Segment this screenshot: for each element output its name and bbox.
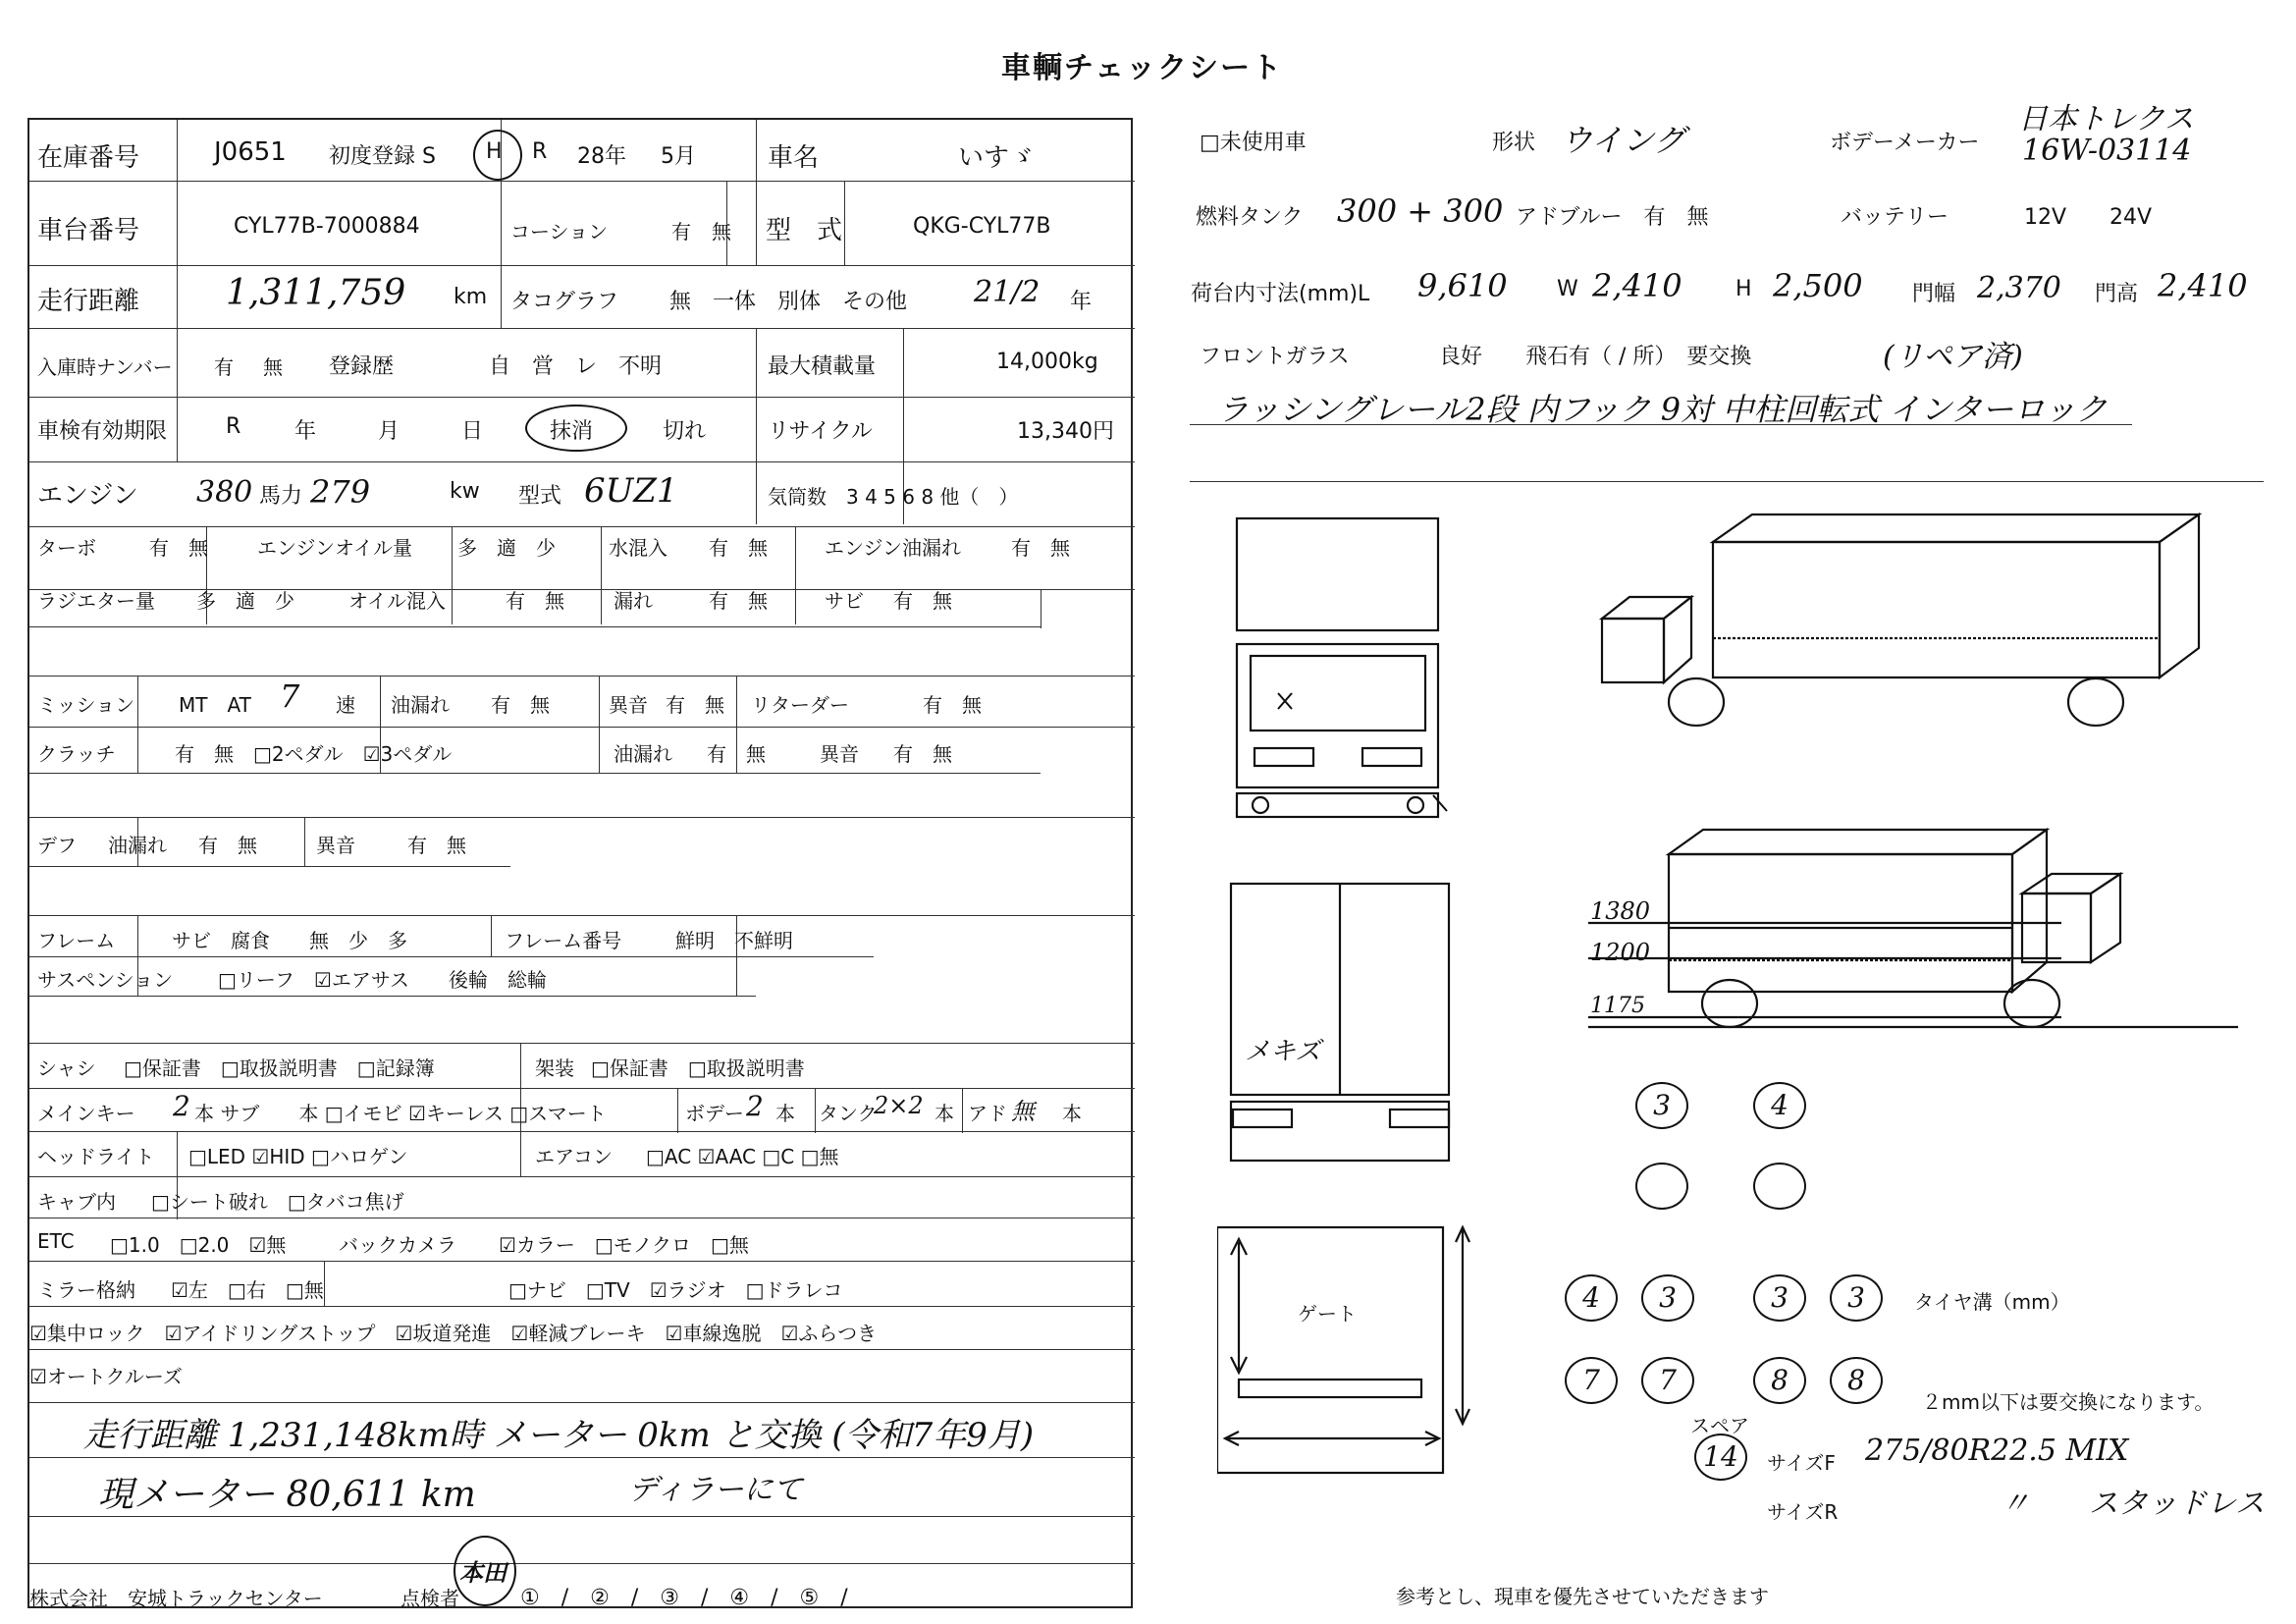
model-value: QKG-CYL77B — [913, 214, 1051, 239]
headlight-options: □LED ☑HID □ハロゲン — [188, 1145, 408, 1168]
nav-options: □ナビ □TV ☑ラジオ □ドラレコ — [508, 1278, 843, 1302]
label-main-key: メインキー — [37, 1102, 135, 1125]
suspension-options: □リーフ ☑エアサス 後輪 総輪 — [218, 968, 548, 992]
ad-key-hw: 無 — [1011, 1098, 1035, 1125]
label-spare: スペア — [1690, 1414, 1749, 1437]
label-recycle: リサイクル — [768, 419, 873, 444]
recycle-value: 13,340円 — [1017, 419, 1114, 444]
label-cab: キャブ内 — [37, 1190, 116, 1214]
shape-value: ウイング — [1561, 122, 1685, 159]
front-glass-options: 良好 飛石有（ / 所） 要交換 — [1439, 345, 1752, 369]
spare-tire-depth: 14 — [1694, 1434, 1747, 1481]
section-divider — [1190, 481, 2264, 482]
inspection-form — [27, 118, 1133, 1608]
label-mission-noise: 異音 — [609, 693, 648, 717]
diagram-note-scratch: メキズ — [1245, 1037, 1321, 1066]
horsepower-value: 380 — [196, 475, 253, 510]
reg-year: 28年 — [577, 144, 626, 169]
label-cargo-width: W — [1557, 277, 1578, 301]
mission-noise-options: 有 無 — [666, 693, 724, 717]
label-engine-type: 型式 — [518, 484, 562, 509]
rust-options: 有 無 — [893, 589, 952, 613]
caution-no: 無 — [712, 220, 731, 244]
inspection-marks: ① / ② / ③ / ④ / ⑤ / — [520, 1586, 848, 1610]
tire-circle-empty — [1753, 1163, 1806, 1210]
plate-yes: 有 — [214, 355, 234, 379]
label-size-rear: サイズR — [1767, 1500, 1839, 1524]
company-name: 株式会社 安城トラックセンター — [29, 1587, 323, 1610]
note-line-1: 走行距離 1,231,148km時 メーター 0km と交換 (令和7年9月) — [83, 1416, 1035, 1455]
caution-yes: 有 — [671, 220, 691, 244]
tank-key-unit: 本 — [934, 1102, 954, 1125]
label-reg-history: 登録歴 — [329, 354, 395, 379]
label-clutch-noise: 異音 — [820, 742, 859, 766]
cargo-length: 9,610 — [1417, 267, 1508, 304]
mission-speed-hw: 7 — [280, 677, 300, 715]
safety-options: ☑集中ロック ☑アイドリングストップ ☑坂道発進 ☑軽減ブレーキ ☑車線逸脱 ☑ふらつき — [29, 1322, 878, 1345]
clutch-noise-options: 有 無 — [893, 742, 952, 766]
etc-options: □1.0 □2.0 ☑無 — [110, 1233, 287, 1257]
fuel-tank-value: 300 + 300 — [1337, 192, 1504, 230]
label-back-camera: バックカメラ — [339, 1233, 456, 1257]
mission-leak-options: 有 無 — [491, 693, 550, 717]
reg-month: 5月 — [661, 144, 696, 169]
measure-1380: 1380 — [1590, 897, 1651, 925]
turbo-options: 有 無 — [149, 536, 208, 560]
tire-depth: 7 — [1565, 1357, 1618, 1404]
expiry-day: 日 — [461, 419, 484, 444]
mileage-unit: km — [454, 285, 488, 309]
label-car-name: 車名 — [768, 143, 820, 173]
body-docs-options: □保証書 □取扱説明書 — [591, 1056, 805, 1080]
cargo-height: 2,500 — [1773, 267, 1863, 304]
label-radiator: ラジエター量 — [37, 589, 155, 613]
label-diff-leak: 油漏れ — [108, 834, 167, 857]
cylinder-options: 気筒数 3 4 5 6 8 他（ ） — [768, 485, 1019, 509]
cargo-width: 2,410 — [1592, 267, 1682, 304]
label-engine: エンジン — [37, 481, 138, 511]
front-glass-note: (リペア済) — [1883, 340, 2023, 374]
tire-depth: 4 — [1565, 1274, 1618, 1322]
label-oil-mix: オイル混入 — [348, 589, 446, 613]
tire-depth: 7 — [1641, 1357, 1694, 1404]
body-maker-serial: 16W-03114 — [2022, 134, 2192, 168]
expiry-r: R — [226, 414, 241, 439]
tire-depth: 3 — [1830, 1274, 1883, 1322]
cab-options: □シート破れ □タバコ焦げ — [151, 1190, 404, 1214]
label-tank-key: タンク — [819, 1102, 878, 1125]
tachograph-year-unit: 年 — [1070, 290, 1093, 314]
sheet-title: 車輌チェックシート — [1001, 51, 1284, 85]
unused-vehicle-check: □未使用車 — [1200, 131, 1307, 155]
reg-history-options: 自 営 レ 不明 — [489, 354, 663, 379]
label-tire-groove: タイヤ溝（mm） — [1914, 1290, 2070, 1314]
clutch-options: 有 無 □2ペダル ☑3ペダル — [175, 742, 453, 766]
body-key-hw: 2 — [746, 1090, 764, 1122]
label-rust: サビ — [825, 589, 864, 613]
stock-no-value: J0651 — [214, 137, 287, 167]
label-frame: フレーム — [37, 929, 116, 952]
label-body-docs: 架装 — [535, 1056, 574, 1080]
radiator-options: 多 適 少 — [196, 589, 294, 613]
label-frame-no: フレーム番号 — [505, 929, 622, 952]
battery-options: 12V 24V — [2024, 205, 2153, 230]
plate-no: 無 — [263, 355, 283, 379]
tire-depth: 8 — [1753, 1357, 1806, 1404]
label-turbo: ターボ — [37, 536, 96, 560]
label-body-key: ボデー — [685, 1102, 744, 1125]
reg-h: H — [486, 139, 503, 164]
label-max-load: 最大積載量 — [768, 354, 877, 379]
mission-speed-unit: 速 — [336, 693, 355, 717]
note-line-2: 現メーター 80,611 km — [98, 1475, 476, 1515]
label-battery: バッテリー — [1841, 205, 1949, 230]
reg-r: R — [532, 139, 548, 164]
note-line-3: ディラーにて — [628, 1473, 803, 1507]
main-key-options: 本 サブ 本 □イモビ ☑キーレス □スマート — [194, 1102, 607, 1125]
label-etc: ETC — [37, 1229, 75, 1253]
label-gate-width: 門幅 — [1912, 282, 1956, 306]
body-maker-value: 日本トレクス — [2018, 102, 2195, 136]
label-water-mix: 水混入 — [609, 536, 667, 560]
tire-depth: 3 — [1753, 1274, 1806, 1322]
back-camera-options: ☑カラー □モノクロ □無 — [499, 1233, 749, 1257]
oil-level-options: 多 適 少 — [457, 536, 556, 560]
measure-1175: 1175 — [1590, 994, 1645, 1018]
label-mileage: 走行距離 — [37, 287, 140, 316]
label-chassis-docs: シャシ — [37, 1056, 96, 1080]
oil-mix-options: 有 無 — [506, 589, 564, 613]
label-gate-height: 門高 — [2095, 282, 2139, 306]
tank-key-hw: 2×2 — [874, 1092, 924, 1119]
label-headlight: ヘッドライト — [37, 1145, 155, 1168]
tire-circle-empty — [1635, 1163, 1688, 1210]
footer-note: 参考とし、現車を優先させていただきます — [1396, 1585, 1769, 1608]
adblue-options: アドブルー 有 無 — [1516, 205, 1709, 230]
kw-value: 279 — [310, 473, 371, 511]
expiry-year: 年 — [294, 419, 317, 444]
label-engine-leak: エンジン油漏れ — [825, 536, 961, 560]
label-size-front: サイズF — [1767, 1451, 1836, 1475]
measure-1200: 1200 — [1590, 939, 1651, 966]
label-retarder: リターダー — [751, 693, 849, 717]
label-mission: ミッション — [37, 693, 135, 717]
tire-depth-front-left: 3 — [1635, 1082, 1688, 1129]
chassis-docs-options: □保証書 □取扱説明書 □記録簿 — [124, 1056, 435, 1080]
label-inspector: 点検者 — [400, 1587, 459, 1610]
label-leak: 漏れ — [614, 589, 653, 613]
diff-leak-options: 有 無 — [198, 834, 257, 857]
main-key-hw: 2 — [173, 1090, 190, 1122]
ad-key-unit: 本 — [1062, 1102, 1082, 1125]
truck-diagrams — [1217, 501, 2238, 1483]
label-clutch-leak: 油漏れ — [614, 742, 672, 766]
expiry-erased: 抹消 — [550, 419, 594, 444]
body-key-unit: 本 — [775, 1102, 795, 1125]
label-tachograph: タコグラフ — [510, 290, 619, 314]
car-name-value: いすゞ — [958, 143, 1036, 173]
label-cargo-height: H — [1735, 277, 1752, 301]
mileage-value: 1,311,759 — [226, 273, 406, 313]
engine-leak-options: 有 無 — [1011, 536, 1070, 560]
clutch-leak-options: 有 無 — [707, 742, 766, 766]
label-ad-key: アド — [968, 1102, 1007, 1125]
label-mirror: ミラー格納 — [37, 1278, 135, 1302]
leak-options: 有 無 — [709, 589, 768, 613]
horsepower-unit: 馬力 — [259, 484, 303, 509]
tire-depth: 3 — [1641, 1274, 1694, 1322]
tire-depth: 8 — [1830, 1357, 1883, 1404]
label-fuel-tank: 燃料タンク — [1196, 205, 1304, 230]
max-load-value: 14,000kg — [996, 350, 1098, 374]
label-suspension: サスペンション — [37, 968, 174, 992]
label-clutch: クラッチ — [37, 742, 116, 766]
label-front-glass: フロントガラス — [1200, 345, 1350, 369]
tachograph-options: 無 一体 別体 その他 — [669, 290, 908, 314]
label-oil-level: エンジンオイル量 — [257, 536, 412, 560]
label-shape: 形状 — [1492, 131, 1536, 155]
label-aircon: エアコン — [535, 1145, 613, 1168]
size-rear-value: 〃 スタッドレス — [2001, 1487, 2266, 1521]
size-front-value: 275/80R22.5 MIX — [1865, 1434, 2129, 1468]
gate-width: 2,370 — [1977, 271, 2061, 305]
mission-type-options: MT AT — [179, 693, 251, 717]
cruise-option: ☑オートクルーズ — [29, 1365, 183, 1388]
kw-unit: kw — [450, 479, 480, 504]
label-diff: デフ — [37, 834, 77, 857]
label-first-reg: 初度登録 S — [329, 144, 436, 169]
label-caution: コーション — [510, 220, 609, 244]
label-mission-leak: 油漏れ — [391, 693, 450, 717]
label-inspection-expiry: 車検有効期限 — [37, 419, 168, 444]
label-entry-plate: 入庫時ナンバー — [37, 355, 173, 379]
chassis-no-value: CYL77B-7000884 — [234, 214, 420, 239]
gate-height: 2,410 — [2158, 267, 2248, 304]
stamp-text: 本田 — [459, 1558, 507, 1587]
label-cargo-dims: 荷台内寸法(mm)L — [1191, 282, 1370, 306]
diff-noise-options: 有 無 — [407, 834, 466, 857]
water-mix-options: 有 無 — [709, 536, 768, 560]
label-chassis-no: 車台番号 — [37, 216, 140, 245]
frame-no-options: 鮮明 不鮮明 — [675, 929, 793, 952]
engine-type-value: 6UZ1 — [584, 471, 678, 511]
frame-options: サビ 腐食 無 少 多 — [172, 929, 407, 952]
label-stock-no: 在庫番号 — [37, 143, 140, 173]
expiry-month: 月 — [378, 419, 400, 444]
retarder-options: 有 無 — [923, 693, 982, 717]
remark-handwritten: ラッシングレール2段 内フック 9対 中柱回転式 インターロック — [1217, 391, 2108, 428]
label-body-maker: ボデーメーカー — [1830, 131, 1980, 155]
expiry-expired: 切れ — [663, 419, 707, 444]
aircon-options: □AC ☑AAC □C □無 — [646, 1145, 839, 1168]
tire-depth-front-right: 4 — [1753, 1082, 1806, 1129]
mirror-options: ☑左 □右 □無 — [171, 1278, 324, 1302]
gate-label: ゲート — [1298, 1302, 1357, 1326]
label-diff-noise: 異音 — [316, 834, 355, 857]
label-model: 型 式 — [766, 216, 843, 245]
remark-underline — [1190, 424, 2132, 425]
tachograph-year-hw: 21/2 — [974, 275, 1041, 309]
tire-replacement-note: ２mm以下は要交換になります。 — [1922, 1390, 2215, 1414]
